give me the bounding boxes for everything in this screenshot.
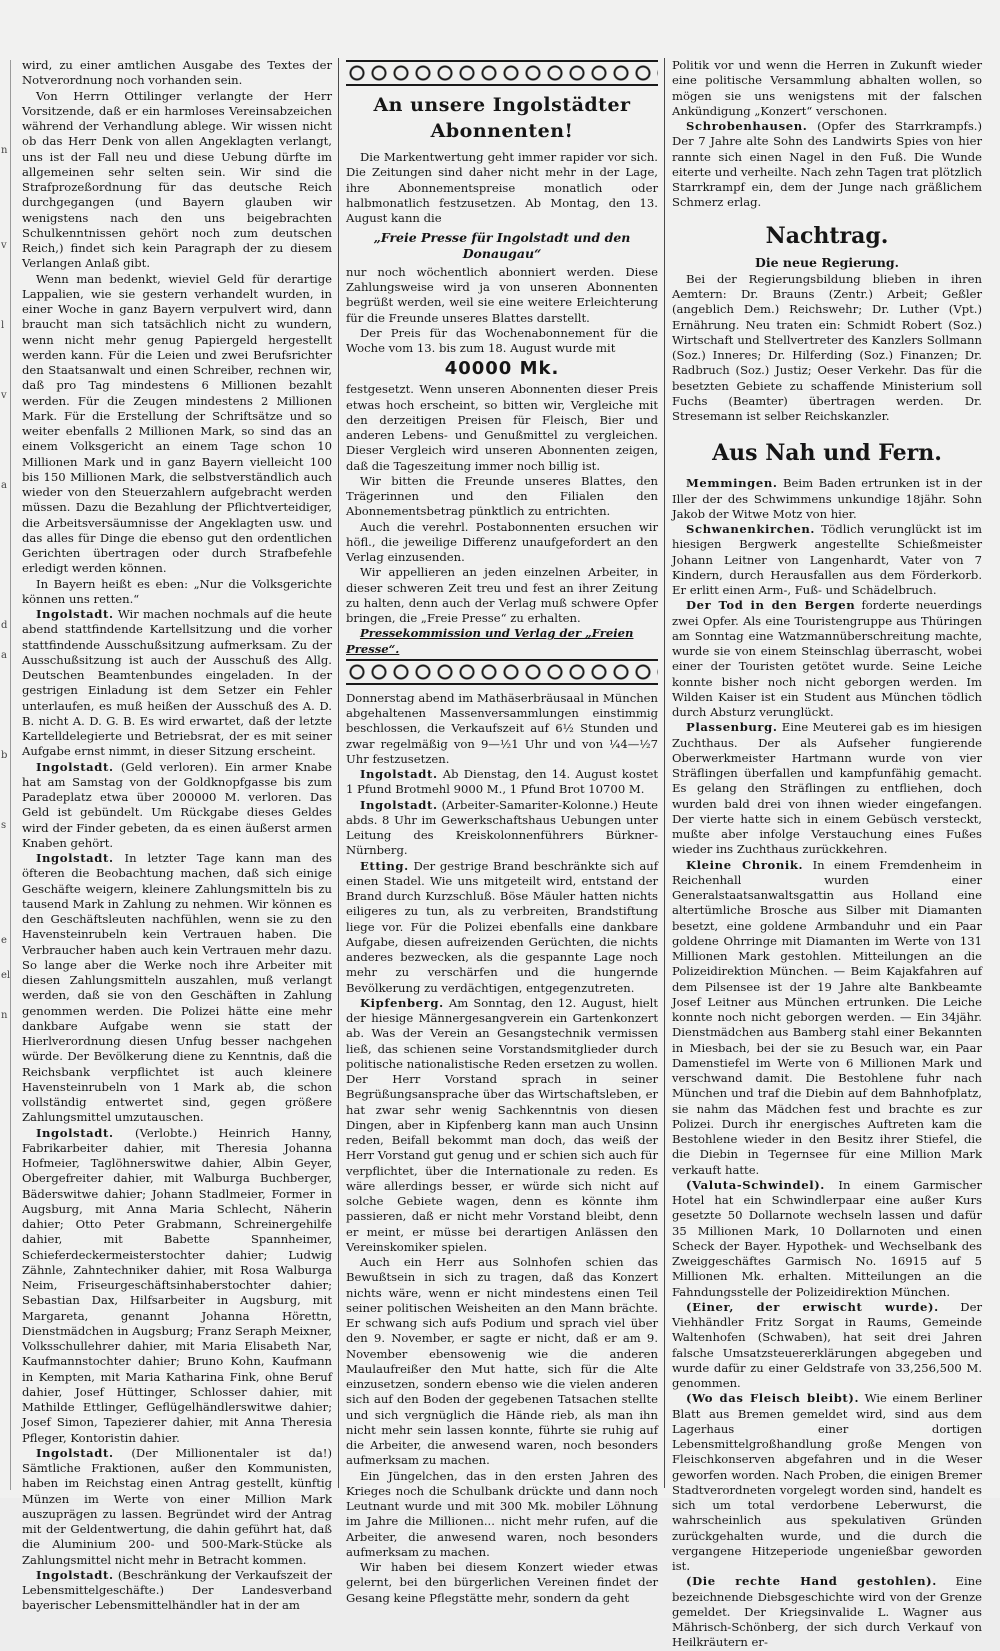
news-item <box>672 1574 982 1650</box>
dateline: Schrobenhausen. <box>686 119 808 133</box>
item-text: (Geld verloren). Ein armer Knabe hat am Samstag von der Goldknopfgasse bis zum Paradeplatz etwa über 200000 M. verloren. Das Geld ist gebündelt. Um Rückgabe dieses Geldes wird der Finder gebeten, da es einen äußerst armen Knaben gehört. <box>22 759 332 850</box>
item-text: Wir haben bei diesem Konzert wieder etwas gelernt, bei den bürgerlichen Vereinen findet der Gesang keine Pflegstätte mehr, sondern da geht <box>346 1560 658 1605</box>
news-item <box>672 1178 982 1300</box>
news-item <box>346 691 658 767</box>
news-item <box>672 119 982 211</box>
middle-news-items <box>346 691 658 1606</box>
news-item <box>346 996 658 1255</box>
dateline: Ingolstadt. <box>36 1445 114 1460</box>
news-item <box>22 1446 332 1568</box>
item-text: Wir machen nochmals auf die heute abend stattfindende Kartellsitzung und die vorher stattfindende Ausschußsitzung aufmerksam. Zu der Ausschußsitzung ist auch der Ausschuß des Allg. Deutschen Beamtenbundes eingeladen. In der gestrigen Einladung ist dem Setzer ein Fehler unterlaufen, es muß heißen der Ausschuß des A. D. B. nicht A. D. G. B. Es wird erwartet, daß der letzte Kartelldelegierte und Betriebsrat, der es mit seiner Aufgabe ernst nimmt, in dieser Sitzung erscheint. <box>22 607 332 759</box>
item-text: Wie einem Berliner Blatt aus Bremen gemeldet wird, sind aus dem Lagerhaus einer dortigen Lebensmittelgroßhandlung große Mengen von Fleischkonserven abgefahren und in die Weser geworfen worden. Nach Proben, die einigen Bremer Stadtverordneten vorgelegt worden sind, handelt es sich um total verdorbene Leberwurst, die wahrscheinlich aus spekulativen Gründen zurückgehalten wurde, und die durch die vergangene Hitzeperiode ungenießbar geworden ist. <box>672 1391 983 1573</box>
news-item <box>672 58 982 119</box>
news-item <box>672 522 982 598</box>
news-item <box>22 89 332 272</box>
item-text: In letzter Tage kann man des öfteren die Beobachtung machen, daß sich einige Geschäfte weigern, kleinere Zahlungsmitteln bis zu tausend Mark in Zahlung zu nehmen. Wir können es den Geschäftsleuten nachfühlen, wenn sie zu den Havensteinrubeln kein Vertrauen haben. Die Verbraucher haben auch kein Vertrauen mehr dazu. So lange aber die Werke noch ihre Arbeiter mit diesen Zahlungsmitteln auszahlen, muß verlangt werden, daß sie von den Geschäften in Zahlung genommen werden. Die Polizei hätte eine mehr dankbare Aufgabe wenn sie statt der Hierlverordnung diesen Unfug besser nachgehen würde. Der Bevölkerung diene zu Kenntnis, daß die Reichsbank verpflichtet ist auch kleinere Havensteinrubeln von 1 Mark ab, die schon vollständig entwertet sind, gegen größere Zahlungsmittel umzutauschen. <box>22 851 332 1125</box>
news-item <box>672 476 982 522</box>
notice-paragraph: Auch die verehrl. Postabonnenten ersuchen wir höfl., die jeweilige Differenz unaufgefordert an den Verlag einzusenden. <box>346 519 658 564</box>
item-text: Tödlich verunglückt ist im hiesigen Bergwerk angestellte Schießmeister Johann Leitner von Langenhardt, Vater von 7 Kindern, durch Herausfallen aus dem Förderkorb. Er erlitt einen Arm-, Fuß- und Schädelbruch. <box>672 522 982 597</box>
notice-paragraph: Die Markentwertung geht immer rapider vor sich. Die Zeitungen sind daher nicht mehr in der Lage, ihre Abonnementspreise monatlich oder halbmonatlich festzusetzen. Ab Montag, den 13. August kann die <box>346 150 658 225</box>
news-item <box>22 851 332 1126</box>
notice-paragraph: nur noch wöchentlich abonniert werden. Diese Zahlungsweise wird ja von unseren Abonnenten begrüßt werden, weil sie eine weitere Erleichterung für die Freunde unseres Blattes darstellt. <box>346 264 658 325</box>
dateline: (Valuta-Schwindel). <box>686 1177 825 1192</box>
notice-paragraph: Wir bitten die Freunde unseres Blattes, den Trägerinnen und den Filialen den Abonnementsbetrag pünktlich zu entrichten. <box>346 473 658 519</box>
news-item <box>22 272 332 577</box>
government-paragraph: Bei der Regierungsbildung blieben in ihren Aemtern: Dr. Brauns (Zentr.) Arbeit; Geßler (angeblich Dem.) Reichswehr; Dr. Luther (Vpt.) Ernährung. Neu traten ein: Schmidt Robert (Soz.) Wirtschaft und Stellvertreter des Kanzlers Sollmann (Soz.) Inneres; Dr. Hilferding (Soz.) Finanzen; Dr. Radbruch (Soz.) Justiz; Oeser Verkehr. Das für die besetzten Gebiete zu schaffende Ministerium soll Fuchs (Beamter) übertragen werden. Dr. Stresemann ist selber Reichskanzler. <box>672 271 982 423</box>
news-item <box>22 1568 332 1614</box>
dateline: Ingolstadt. <box>36 759 114 774</box>
dateline: Ingolstadt. <box>360 797 438 812</box>
nah-und-fern-heading: Aus Nah und Fern. <box>712 440 942 467</box>
item-text: Der Viehhändler Fritz Sorgat in Raums, Gemeinde Waltenhofen (Schwaben), hat seit drei Jahren falsche Umsatzsteuererklärungen abgegeben und wurde dafür zu einer Geldstrafe von 33,256,500 M. genommen. <box>672 1299 982 1390</box>
news-item <box>22 577 332 608</box>
paper-name: „Freie Presse für Ingolstadt und den Donaugau“ <box>373 230 631 261</box>
item-text: (Arbeiter-Samariter-Kolonne.) Heute abds. 8 Uhr im Gewerkschaftshaus Uebungen unter Leitung des Kreiskolonnenführers Bürkner-Nürnberg. <box>346 797 658 858</box>
news-item <box>346 1560 658 1606</box>
dateline: Etting. <box>360 858 409 873</box>
ornament-banner <box>346 60 658 86</box>
item-text: Von Herrn Ottilinger verlangte der Herr Vorsitzende, daß er ein harmloses Vereinsabzeichen während der Verhandlung ablege. Wir wissen nicht ob das Herr Denk von allen Angeklagten verlangt, uns ist der Fall neu und diese Uebung dürfte im allgemeinen sehr selten sein. Wir sind die Strafprozeßordnung für das deutsche Reich durchgegangen (und Bayern glauben wir wenigstens nach den uns beigebrachten Schulkenntnissen gehört noch zum deutschen Reich,) findet sich kein Paragraph der zu diesem Verlangen Anlaß gibt. <box>22 88 332 271</box>
item-text: (Der Millionentaler ist da!) Sämtliche Fraktionen, außer den Kommunisten, haben im Reichstag einen Antrag gestellt, künftig Münzen im Werte von einer Million Mark auszuprägen zu lassen. Begründet wird der Antrag mit der Geldentwertung, die dahin geführt hat, daß die Aluminium 200- und 500-Mark-Stücke als Zahlungsmittel nicht mehr in Betracht kommen. <box>22 1445 332 1567</box>
notice-paragraph: festgesetzt. Wenn unseren Abonnenten dieser Preis etwas hoch erscheint, so bitten wir, Vergleiche mit den derzeitigen Preisen für Fleisch, Bier und anderen Lebens- und Genußmittel zu vergleichen. Dieser Vergleich wird unseren Abonnenten zeigen, daß die Tageszeitung immer noch billig ist. <box>346 382 658 473</box>
news-item <box>22 1126 332 1446</box>
news-item <box>22 58 332 89</box>
dateline: Ingolstadt. <box>36 851 114 865</box>
notice-paragraph: Wir appellieren an jeden einzelnen Arbeiter, in dieser schweren Zeit treu und fest an ihrer Zeitung zu halten, denn auch der Verlag muß schwere Opfer bringen, die „Freie Presse“ zu erhalten. <box>346 565 658 625</box>
item-text: Ein Jüngelchen, das in den ersten Jahren des Krieges noch die Schulbank drückte und dann noch Leutnant wurde und mit 300 Mk. mobiler Löhnung im Jahre die Millionen... nicht mehr rufen, auf die Arbeiter, die anwesend waren, noch besonders aufmerksam zu machen. <box>346 1468 658 1559</box>
nachtrag-heading: Nachtrag. <box>765 222 889 249</box>
item-text: Der gestrige Brand beschränkte sich auf einen Stadel. Wie uns mitgeteilt wird, entstand der Brand durch Kurzschluß. Böse Mäuler hatten nichts eiligeres zu tun, als zu verbreiten, Brandstiftung liege vor. Für die Polizei ebenfalls eine dankbare Aufgabe, diesen aufreizenden Gerüchten, die nichts anderes bezwecken, als die gespannte Lage noch mehr zu verschärfen und die hungernde Bevölkerung zu verdächtigen, entgegenzutreten. <box>346 858 659 995</box>
dateline: Kleine Chronik. <box>686 857 804 872</box>
news-item <box>672 1300 982 1392</box>
item-text: Beim Baden ertrunken ist in der Iller der des Schwimmens unkundige 18jähr. Sohn Jakob der Witwe Motz von hier. <box>672 476 982 521</box>
item-text: Wenn man bedenkt, wieviel Geld für derartige Lappalien, wie sie gestern verhandelt wurden, in einer Woche in ganz Bayern verpulvert wird, dann braucht man sich tatsächlich nicht zu wundern, wenn nicht mehr genug Papiergeld hergestellt werden kann. Für die Leien und zwei Berufsrichter den Staatsanwalt und einen Schreiber, rechnen wir, daß pro Tag mindestens 6 Millionen bezahlt werden. Für die Zeugen mindestens 2 Millionen Mark. Für die Erstellung der Schriftsätze und so weiter ebenfalls 2 Millionen Mark, so sind das an einem Volksgericht an einem Tage schon 10 Millionen Mark und in ganz Bayern vielleicht 100 bis 150 Millionen Mark, die selbstverständlich auch wieder von den Steuerzahlern aufgebracht werden müssen. Dazu die Bezahlung der Pflichtverteidiger, die Arbeitsversäumnisse der Angeklagten usw. und das alles für Dinge die ebenso gut den ordentlichen Gerichten übertragen oder durch Strafbefehle erledigt werden können. <box>22 271 332 576</box>
item-text: In Bayern heißt es eben: „Nur die Volksgerichte können uns retten.“ <box>22 576 332 606</box>
dateline: (Einer, der erwischt wurde). <box>686 1299 939 1314</box>
notice-paragraph: Der Preis für das Wochenabonnement für die Woche vom 13. bis zum 18. August wurde mit <box>346 325 658 355</box>
adjacent-page-edge: n v l v a d a b s e el n <box>0 60 11 1490</box>
news-item <box>346 1255 658 1469</box>
item-text: Politik vor und wenn die Herren in Zukunft wieder eine politische Versammlung abhalten wollen, so mögen sie uns wenigstens mit der falschen Ankündigung „Konzert“ verschonen. <box>672 58 982 118</box>
item-text: In einem Fremdenheim in Reichenhall wurden einer Generalstaatsanwaltsgattin aus Holland eine altertümliche Brosche aus Silber mit Diamanten besetzt, eine goldene Armbanduhr und ein Paar goldene Ohrringe mit Diamanten im Werte von 131 Millionen Mark gestohlen. Mitteilungen an die Polizeidirektion München. — Beim Kajakfahren auf dem Pilsensee ist der 19 Jahre alte Bankbeamte Josef Leitner aus München ertrunken. Die Leiche konnte noch nicht geborgen werden. — Ein 34jähr. Dienstmädchen aus Bamberg stahl einer Bekannten in Miesbach, bei der sie zu Besuch war, ein Paar Damenstiefel im Werte von 6 Millionen Mark und verschwand damit. Die Bestohlene fuhr nach München und traf die Diebin auf dem Bahnhofplatz, sie nahm das Mädchen fest und brachte es zur Polizei. Durch ihr energisches Auftreten kam die Bestohlene wieder in den Besitz ihrer Stiefel, die die Diebin in Tegernsee für eine Million Mark verkauft hatte. <box>672 857 982 1177</box>
news-item <box>346 859 658 996</box>
dateline: Ingolstadt. <box>36 607 114 621</box>
column-right <box>672 58 983 1650</box>
item-text: Auch ein Herr aus Solnhofen schien das Bewußtsein in sich zu tragen, daß das Konzert nichts wäre, wenn er nicht mindestens einen Teil seiner politischen Weisheiten an den Mann brächte. Er schwang sich aufs Podium und sprach viel über den 9. November, er sagte er nicht, daß er am 9. November ebensowenig wie die anderen Maulaufreißer den Mut hatte, sich für die Alte einzusetzen, sondern ebenso wie die vielen anderen sich auf den Boden der gegebenen Tatsachen stellte und sich vergnüglich die Hände rieb, als man ihn nicht mehr sein lassen konnte, führte sie ruhig auf die Arbeiter, die anwesend waren, noch besonders aufmerksam zu machen. <box>346 1255 658 1468</box>
item-text: Eine bezeichnende Diebsgeschichte wird von der Grenze gemeldet. Der Kriegsinvalide L. Wagner aus Mährisch-Schönberg, der sich durch Verkauf von Heilkräutern er- <box>672 1574 982 1650</box>
item-text: Donnerstag abend im Mathäserbräusaal in München abgehaltenen Massenversammlungen einstimmig beschlossen, die Verkaufszeit auf 6½ Stunden und zwar regelmäßig von 9—½1 Uhr und von ¼4—½7 Uhr festzusetzen. <box>346 690 658 766</box>
news-item <box>22 607 332 760</box>
news-item <box>346 1469 658 1561</box>
item-text: (Beschränkung der Verkaufszeit der Lebensmittelgeschäfte.) Der Landesverband bayerischer Lebensmittelhändler hat in der am <box>22 1567 333 1613</box>
item-text: wird, zu einer amtlichen Ausgabe des Textes der Notverordnung noch vorhanden sein. <box>22 58 332 88</box>
dateline: Plassenburg. <box>686 720 778 735</box>
news-item <box>672 858 982 1178</box>
news-item <box>346 798 658 859</box>
dateline: Ingolstadt. <box>360 767 438 781</box>
dateline: (Die rechte Hand gestohlen). <box>686 1574 937 1589</box>
weekly-price: 40000 Mk. <box>444 358 560 380</box>
item-text: (Opfer des Starrkrampfs.) Der 7 Jahre alte Sohn des Landwirts Spies von hier rannte sich einen Nagel in den Fuß. Die Wunde eiterte und verheilte. Nach zehn Tagen trat plötzlich Starrkrampf ein, dem der Junge nach gräßlichem Schmerz erlag. <box>672 119 982 210</box>
news-item <box>672 1391 982 1574</box>
item-text: forderte neuerdings zwei Opfer. Als eine Touristengruppe aus Thüringen am Sonntag eine Watzmannüberschreitung machte, wurde sie von einem Steinschlag überrascht, wobei einer der Touristen getötet wurde. Seine Leiche konnte bisher noch nicht geborgen werden. Im Wilden Kaiser ist ein Student aus München tödlich durch Absturz verunglückt. <box>672 598 982 719</box>
news-item <box>672 720 982 857</box>
dateline: Schwanenkirchen. <box>686 522 816 536</box>
notice-signature: Pressekommission und Verlag der „Freien Presse“. <box>346 626 634 656</box>
right-top-items <box>672 58 982 211</box>
subscriber-notice-headline: An unsere Ingolstädter Abonnenten! <box>373 94 631 142</box>
government-heading: Die neue Regierung. <box>755 254 899 270</box>
item-text: Eine Meuterei gab es im hiesigen Zuchthaus. Der als Aufseher fungierende Oberwerkmeister Hartmann wurde von vier Sträflingen überfallen und kampfunfähig gemacht. Es gelang den Sträflingen zu entfliehen, doch wurden bald drei von ihnen wieder eingefangen. Der vierte hatte sich in einem Gebüsch versteckt, mußte aber infolge Verstauchung eines Fußes wieder ins Zuchthaus zurückkehren. <box>672 720 983 857</box>
dateline: Memmingen. <box>686 476 778 491</box>
dateline: (Wo das Fleisch bleibt). <box>686 1391 860 1406</box>
item-text: (Verlobte.) Heinrich Hanny, Fabrikarbeiter dahier, mit Theresia Johanna Hofmeier, Taglöhnerswitwe dahier, Albin Geyer, Obergefreiter dahier, mit Walburga Buchberger, Bäderswitwe dahier; Johann Stadlmeier, Former in Augsburg, mit Anna Maria Schlecht, Näherin dahier; Otto Peter Grabmann, Schreinergehilfe dahier, mit Babette Spannheimer, Schieferdeckermeisterstochter dahier; Ludwig Zähnle, Zahntechniker dahier, mit Rosa Walburga Neim, Friseurgeschäftsinhaberstochter dahier; Sebastian Dax, Hilfsarbeiter in Augsburg, mit Margareta, genannt Johanna Hörettn, Dienstmädchen in Augsburg; Franz Seraph Meixner, Volksschullehrer dahier, mit Maria Elisabeth Nar, Kaufmannstochter dahier; Bruno Kohn, Kaufmann in Kempten, mit Maria Katharina Fink, ohne Beruf dahier, Josef Hüttinger, Schlosser dahier, mit Mathilde Ettlinger, Geflügelhändlerswitwe dahier; Josef Simon, Tapezierer dahier, mit Anna Theresia Pfleger, Kontoristin dahier. <box>22 1125 333 1445</box>
dateline: Ingolstadt. <box>36 1125 114 1140</box>
column-divider <box>664 58 665 1488</box>
column-divider <box>338 58 339 1488</box>
news-item <box>22 760 332 852</box>
item-text: In einem Garmischer Hotel hat ein Schwindlerpaar eine außer Kurs gesetzte 50 Dollarnote wechseln lassen und dafür 35 Millionen Mark, 10 Dollarnoten und einen Scheck der Bayer. Hypothek- und Wechselbank des Zweiggeschäftes Garmisch No. 16915 auf 5 Millionen Mk. erhalten. Mitteilungen an die Fahndungsstelle der Polizeidirektion München. <box>672 1177 982 1299</box>
dateline: Ingolstadt. <box>36 1567 114 1582</box>
news-item <box>346 767 658 798</box>
item-text: Am Sonntag, den 12. August, hielt der hiesige Männergesangverein ein Gartenkonzert ab. Was der Verein an Gesangstechnik vermissen ließ, das schienen seine Vorstandsmitglieder durch politische nationalistische Reden ersetzen zu wollen. Der Herr Vorstand sprach in seiner Begrüßungsansprache über das Wirtschaftsleben, er hat zwar sehr wenig Sachkenntnis von diesen Dingen, aber in Kipfenberg kann man auch Unsinn reden, Beifall bekommt man doch, das weiß der Herr Vorstand gut genug und er schien sich auch für verpflichtet, über die Internationale zu reden. Es wäre allerdings besser, er würde sich nicht auf solche Gebiete wagen, denn es könnte ihm passieren, daß er nicht mehr Vorstand bleibt, denn er meint, er müsse bei derartigen Anlässen den Vereinskomiker spielen. <box>346 995 658 1254</box>
dateline: Der Tod in den Bergen <box>686 598 856 613</box>
ornament-banner <box>346 659 658 685</box>
dateline: Kipfenberg. <box>360 995 444 1010</box>
column-left <box>22 58 333 1613</box>
right-news-items <box>672 476 982 1650</box>
item-text: Ab Dienstag, den 14. August kostet 1 Pfund Brotmehl 9000 M., 1 Pfund Brot 10700 M. <box>346 767 658 797</box>
news-item <box>672 598 982 720</box>
column-middle <box>346 58 659 1605</box>
